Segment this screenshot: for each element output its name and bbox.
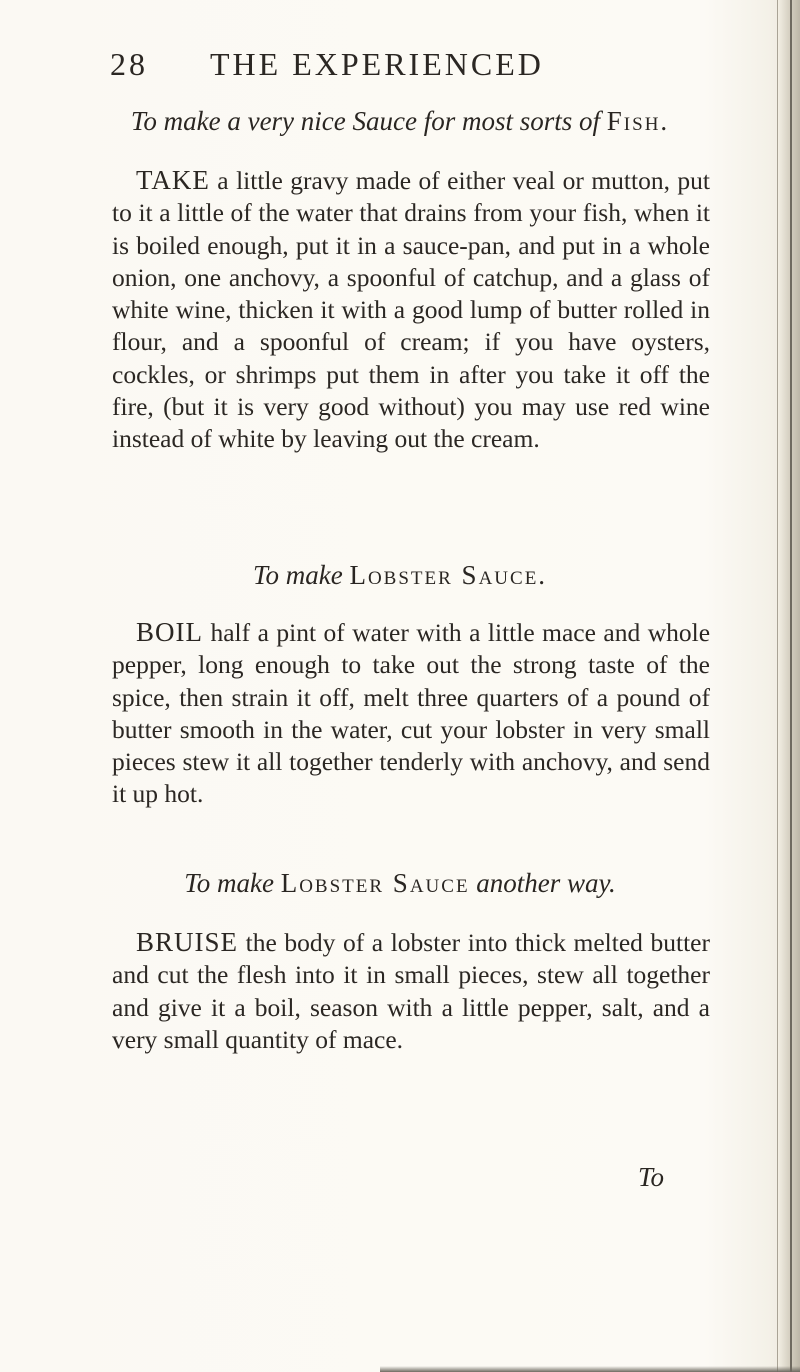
heading-name: Lobster Sauce. bbox=[349, 560, 548, 590]
lead-word: TAKE bbox=[136, 165, 210, 195]
page-shadow bbox=[380, 1366, 800, 1372]
heading-prefix: To make bbox=[184, 868, 274, 898]
recipe-heading-lobster-sauce-alt bbox=[0, 868, 800, 899]
body-text: half a pint of water with a little mace and whole pepper, long enough to take out the strong taste of the spice, then strain it off, melt three quarters of a pound of butter smooth in the water, cut your lobster in very small pieces stew it all together tenderly with anchovy, and send it up hot. bbox=[112, 618, 711, 809]
recipe-heading-fish-sauce bbox=[0, 106, 800, 137]
heading-name: Fish. bbox=[606, 106, 670, 136]
catchword: To bbox=[638, 1162, 665, 1192]
body-text: the body of a lobster into thick melted butter and cut the flesh into it in small pieces, stew all together and give it a boil, season with a little pepper, salt, and a very small quantity of mace. bbox=[112, 928, 710, 1054]
running-title: THE EXPERIENCED bbox=[210, 46, 544, 82]
recipe-body-lobster-sauce bbox=[112, 616, 710, 811]
recipe-heading-lobster-sauce bbox=[0, 560, 800, 591]
heading-prefix: To make a very nice Sauce for most sorts of bbox=[130, 106, 601, 136]
recipe-body-lobster-sauce-alt bbox=[112, 926, 710, 1056]
heading-prefix: To make bbox=[252, 560, 343, 590]
body-text: a little gravy made of either veal or mutton, put to it a little of the water that drains from your fish, when it is boiled enough, put it in a sauce-pan, and put in a whole onion, one anchovy, a spoonful of catchup, and a glass of white wine, thicken it with a good lump of butter rolled in flour, and a spoonful of cream; if you have oysters, cockles, or shrimps put them in after you take it off the fire, (but it is very good without) you may use red wine instead of white by leaving out the cream. bbox=[112, 166, 711, 454]
page-edge bbox=[777, 0, 800, 1372]
heading-suffix: another way. bbox=[476, 868, 616, 898]
page-edge-line bbox=[790, 0, 792, 1372]
page-header bbox=[110, 46, 580, 86]
page-number: 28 bbox=[110, 46, 148, 82]
lead-word: BRUISE bbox=[136, 927, 239, 957]
recipe-body-fish-sauce bbox=[112, 164, 710, 456]
lead-word: BOIL bbox=[136, 617, 203, 647]
heading-name: Lobster Sauce bbox=[280, 868, 470, 898]
